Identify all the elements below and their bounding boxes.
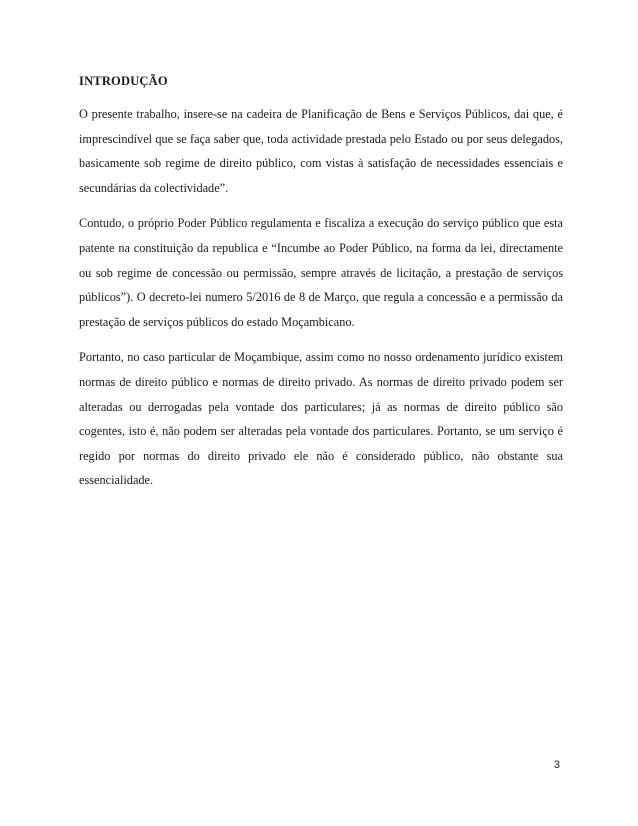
section-heading: INTRODUÇÃO xyxy=(79,74,168,88)
paragraph-2: Contudo, o próprio Poder Público regulamenta e fiscaliza a execução do serviço público que esta patente na constituição da republica e “Incumbe ao Poder Público, na forma da lei, directamente ou sob regime de concessão ou permissão, sempre através de licitação, a prestação de serviços públicos”). O decreto-lei numero 5/2016 de 8 de Março, que regula a concessão e a permissão da prestação de serviços públicos do estado Moçambicano. xyxy=(79,216,563,329)
paragraph-3: Portanto, no caso particular de Moçambique, assim como no nosso ordenamento jurídico existem normas de direito público e normas de direito privado. As normas de direito privado podem ser alteradas ou derrogadas pela vontade dos particulares; já as normas de direito público são cogentes, isto é, não podem ser alteradas pela vontade dos particulares. Portanto, se um serviço é regido por normas do direito privado ele não é considerado público, não obstante sua essencialidade. xyxy=(79,350,563,488)
document-body xyxy=(79,72,563,504)
paragraph-1: O presente trabalho, insere-se na cadeira de Planificação de Bens e Serviços Públicos, dai que, é imprescindível que se faça saber que, toda actividade prestada pelo Estado ou por seus delegados, basicamente sob regime de direito público, com vistas à satisfação de necessidades essenciais e secundárias da colectividade”. xyxy=(79,107,563,195)
page-number: 3 xyxy=(553,759,560,771)
